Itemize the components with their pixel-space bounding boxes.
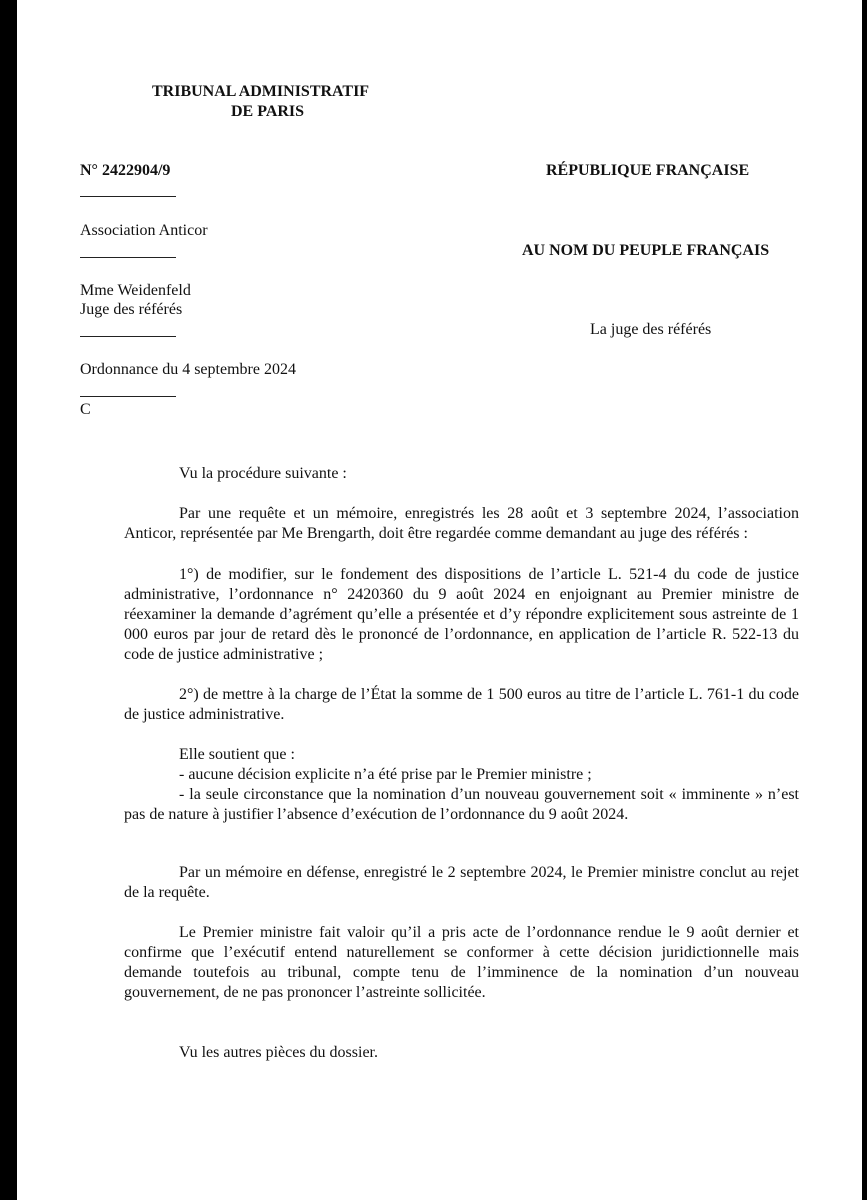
paragraph-request (124, 504, 799, 544)
argument-item: - aucune décision explicite n’a été prise par le Premier ministre ; (179, 766, 592, 783)
arguments-block (124, 745, 799, 825)
case-number: N° 2422904/9 (80, 162, 171, 179)
paragraph-defense (124, 863, 799, 903)
judge-title: Juge des référés (80, 301, 183, 318)
procedure-heading: Vu la procédure suivante : (179, 465, 347, 482)
republic-heading: RÉPUBLIQUE FRANÇAISE (546, 162, 750, 179)
court-name-line-2: DE PARIS (231, 103, 305, 120)
argument-item: - la seule circonstance que la nomination d’un nouveau gouvernement soit « imminente » n’est pas de nature à justifier l’absence d’exécution de l’ordonnance du 9 août 2024. (124, 786, 799, 823)
people-heading: AU NOM DU PEUPLE FRANÇAIS (522, 242, 770, 259)
plaintiff: Association Anticor (80, 222, 208, 239)
divider (80, 196, 176, 197)
court-name-line-1: TRIBUNAL ADMINISTRATIF (152, 83, 370, 100)
divider (80, 257, 176, 258)
judge-name: Mme Weidenfeld (80, 282, 191, 299)
other-documents: Vu les autres pièces du dossier. (179, 1044, 378, 1061)
divider (80, 396, 176, 397)
document-page (17, 0, 862, 1200)
paragraph-text: Par une requête et un mémoire, enregistrés les 28 août et 3 septembre 2024, l’association Anticor, représentée par Me Brengarth, doit être regardée comme demandant au juge des référés : (124, 505, 799, 542)
paragraph-text: 1°) de modifier, sur le fondement des dispositions de l’article L. 521-4 du code de justice administrative, l’ordonnance n° 2420360 du 9 août 2024 en enjoignant au Premier ministre de réexaminer la demande d’agrément qu’elle a présentée et d’y répondre explicitement sous astreinte de 1 000 euros par jour de retard dès le prononcé de l’ordonnance, en application de l’article R. 522-13 du code de justice administrative ; (124, 566, 799, 663)
divider (80, 336, 176, 337)
paragraph-text: Par un mémoire en défense, enregistré le 2 septembre 2024, le Premier ministre conclut au rejet de la requête. (124, 864, 799, 901)
paragraph-claim-2 (124, 685, 799, 725)
paragraph-text: Le Premier ministre fait valoir qu’il a pris acte de l’ordonnance rendue le 9 août dernier et confirme que l’exécutif entend naturellement se conformer à cette décision juridictionnelle mais demande toutefois au tribunal, compte tenu de l’imminence de la nomination d’un nouveau gouvernement, de ne pas prononcer l’astreinte sollicitée. (124, 924, 799, 1001)
arguments-intro: Elle soutient que : (179, 746, 295, 763)
classification-code: C (80, 401, 91, 418)
paragraph-claim-1 (124, 565, 799, 665)
paragraph-text: 2°) de mettre à la charge de l’État la somme de 1 500 euros au titre de l’article L. 761-1 du code de justice administrative. (124, 686, 799, 723)
order-date: Ordonnance du 4 septembre 2024 (80, 361, 296, 378)
paragraph-defense-argument (124, 923, 799, 1003)
judge-heading: La juge des référés (590, 321, 712, 338)
